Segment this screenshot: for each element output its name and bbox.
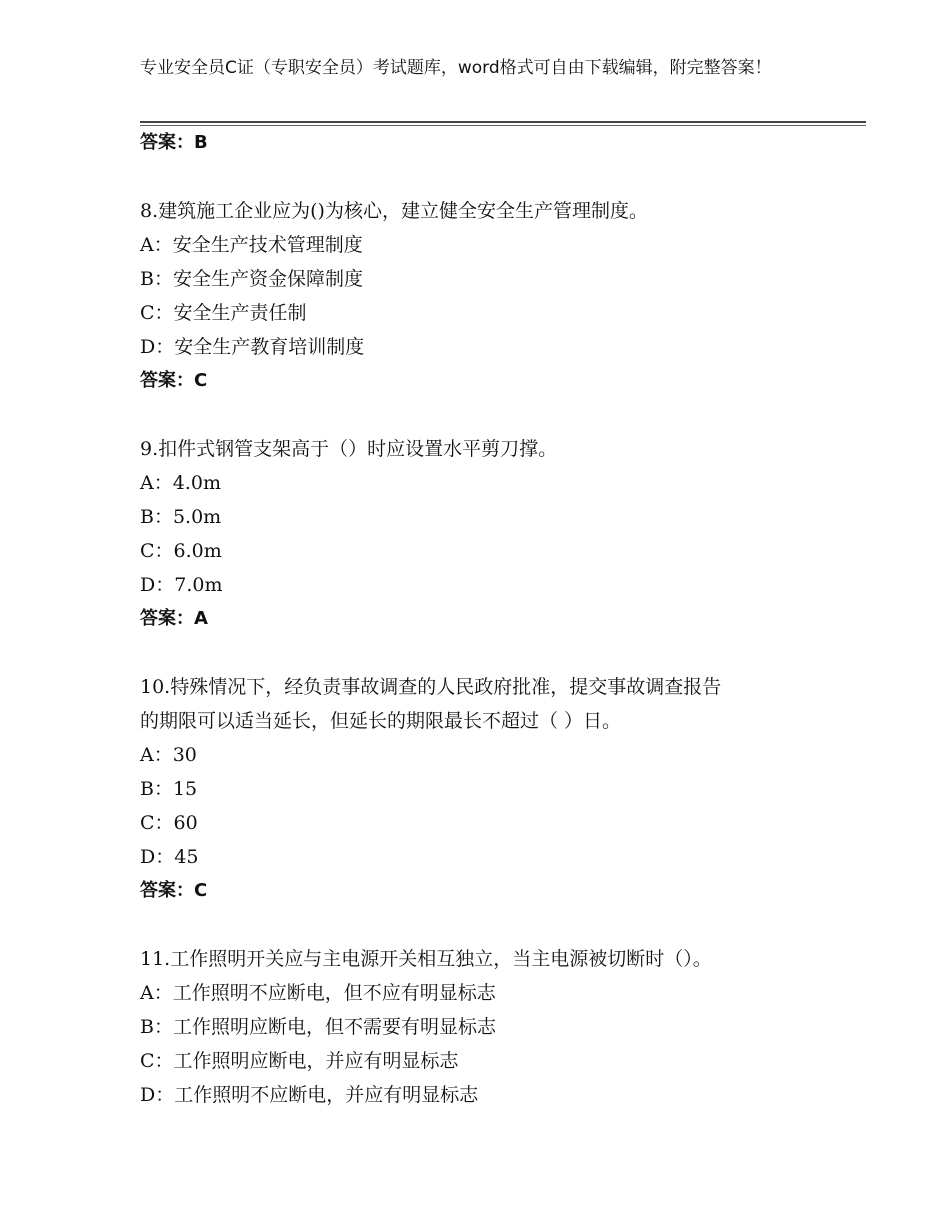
question-item [140,194,820,398]
option-d: D：工作照明不应断电，并应有明显标志 [140,1084,479,1106]
option-b: B：5.0m [140,506,222,528]
question-item [140,670,820,908]
option-a: A：工作照明不应断电，但不应有明显标志 [140,982,496,1004]
option-c: C：6.0m [140,540,222,562]
option-d: D：45 [140,846,199,868]
question-stem-continued: 的期限可以适当延长，但延长的期限最长不超过（ ）日。 [140,710,622,732]
option-d: D：7.0m [140,574,223,596]
document-header: 专业安全员C证（专职安全员）考试题库，word格式可自由下载编辑，附完整答案！ [140,58,772,78]
question-list [140,126,820,1112]
answer-line: 答案：B [140,132,208,153]
option-c: C：工作照明应断电，并应有明显标志 [140,1050,459,1072]
question-stem: 11.工作照明开关应与主电源开关相互独立，当主电源被切断时（）。 [140,948,712,970]
question-item [140,942,820,1112]
option-c: C：安全生产责任制 [140,302,307,324]
answer-line: 答案：C [140,880,208,901]
answer-line: 答案：A [140,608,208,629]
option-b: B：安全生产资金保障制度 [140,268,363,290]
option-c: C：60 [140,812,198,834]
option-b: B：工作照明应断电，但不需要有明显标志 [140,1016,496,1038]
option-a: A：安全生产技术管理制度 [140,234,363,256]
question-stem: 9.扣件式钢管支架高于（）时应设置水平剪刀撑。 [140,438,558,460]
option-b: B：15 [140,778,198,800]
question-stem: 10.特殊情况下，经负责事故调查的人民政府批准，提交事故调查报告 [140,676,722,698]
answer-line: 答案：C [140,370,208,391]
option-d: D：安全生产教育培训制度 [140,336,365,358]
question-item [140,432,820,636]
option-a: A：30 [140,744,197,766]
option-a: A：4.0m [140,472,221,494]
question-stem: 8.建筑施工企业应为()为核心，建立健全安全生产管理制度。 [140,200,648,222]
header-divider-thick [140,121,866,123]
